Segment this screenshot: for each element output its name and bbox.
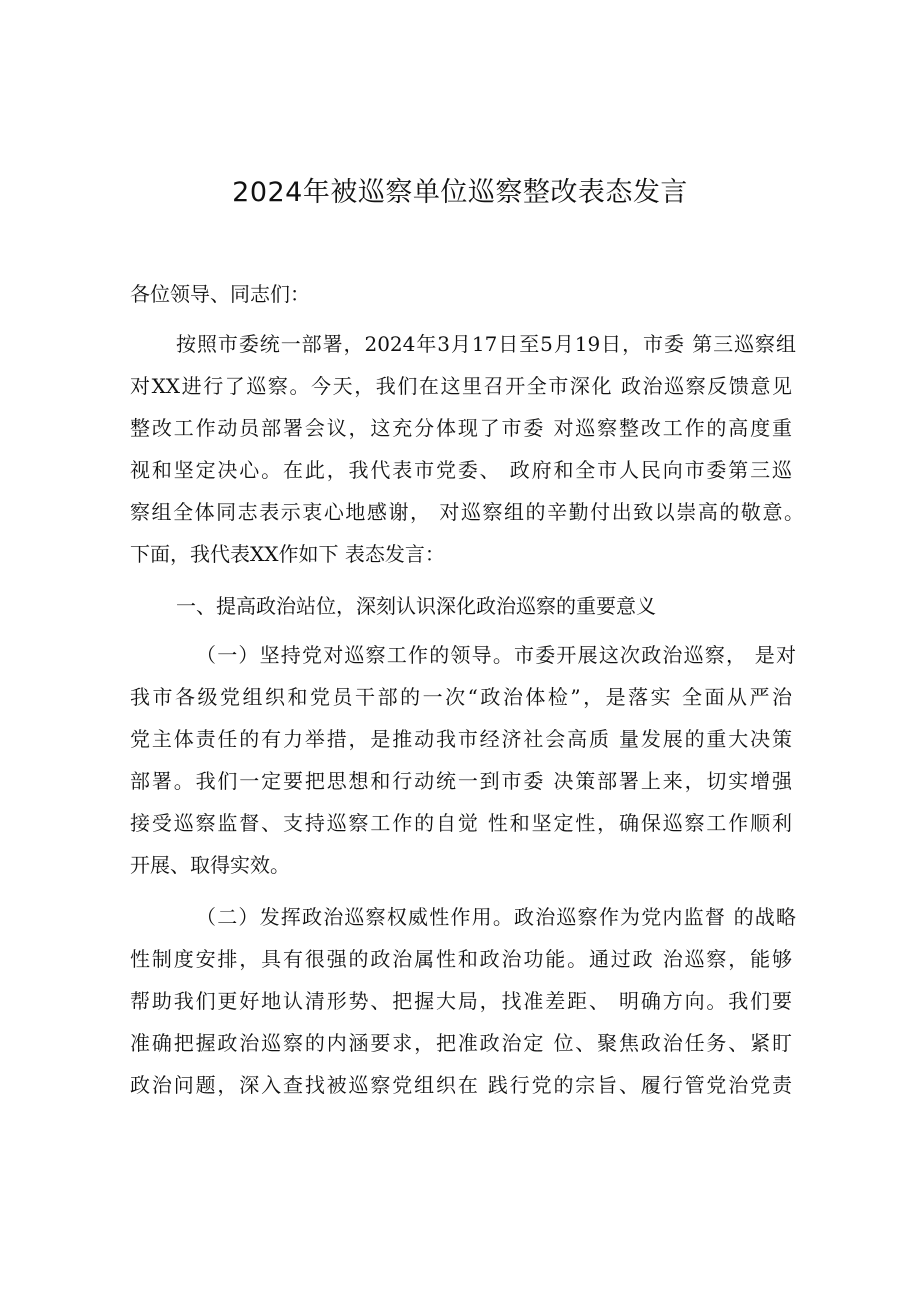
paragraph-line: 按照市委统一部署，2024年3月17日至5月19日，市委 第三巡察组 [176,332,796,356]
paragraph-line: 对XX进行了巡察。今天，我们在这里召开全市深化 政治巡察反馈意见 [130,374,792,398]
paragraph-line: 党主体责任的有力举措，是推动我市经济社会高质 量发展的重大决策 [130,727,792,751]
paragraph-line: （一）坚持党对巡察工作的领导。市委开展这次政治巡察， 是对 [196,643,796,667]
paragraph-line: 开展、取得实效。 [130,853,290,877]
document-title: 2024年被巡察单位巡察整改表态发言 [232,177,688,208]
section-heading: 一、提高政治站位，深刻认识深化政治巡察的重要意义 [176,594,656,618]
paragraph-line: 帮助我们更好地认清形势、把握大局，找准差距、 明确方向。我们要 [130,989,792,1013]
salutation: 各位领导、同志们： [130,282,310,306]
paragraph-line: 我市各级党组织和党员干部的一次“政治体检”，是落实 全面从严治 [130,685,792,709]
paragraph-line: 下面，我代表XX作如下 表态发言： [130,542,445,566]
paragraph-line: 政治问题，深入查找被巡察党组织在 践行党的宗旨、履行管党治党责 [130,1073,792,1097]
paragraph-line: 视和坚定决心。在此，我代表市党委、 政府和全市人民向市委第三巡 [130,458,792,482]
paragraph-line: （二）发挥政治巡察权威性作用。政治巡察作为党内监督 的战略 [196,905,796,929]
paragraph-line: 接受巡察监督、支持巡察工作的自觉 性和坚定性，确保巡察工作顺利 [130,811,792,835]
paragraph-line: 整改工作动员部署会议，这充分体现了市委 对巡察整改工作的高度重 [130,416,792,440]
paragraph-line: 性制度安排，具有很强的政治属性和政治功能。通过政 治巡察，能够 [130,947,792,971]
paragraph-line: 察组全体同志表示衷心地感谢， 对巡察组的辛勤付出致以崇高的敬意。 [130,500,804,524]
paragraph-line: 部署。我们一定要把思想和行动统一到市委 决策部署上来，切实增强 [130,769,792,793]
paragraph-line: 准确把握政治巡察的内涵要求，把准政治定 位、聚焦政治任务、紧盯 [130,1031,792,1055]
